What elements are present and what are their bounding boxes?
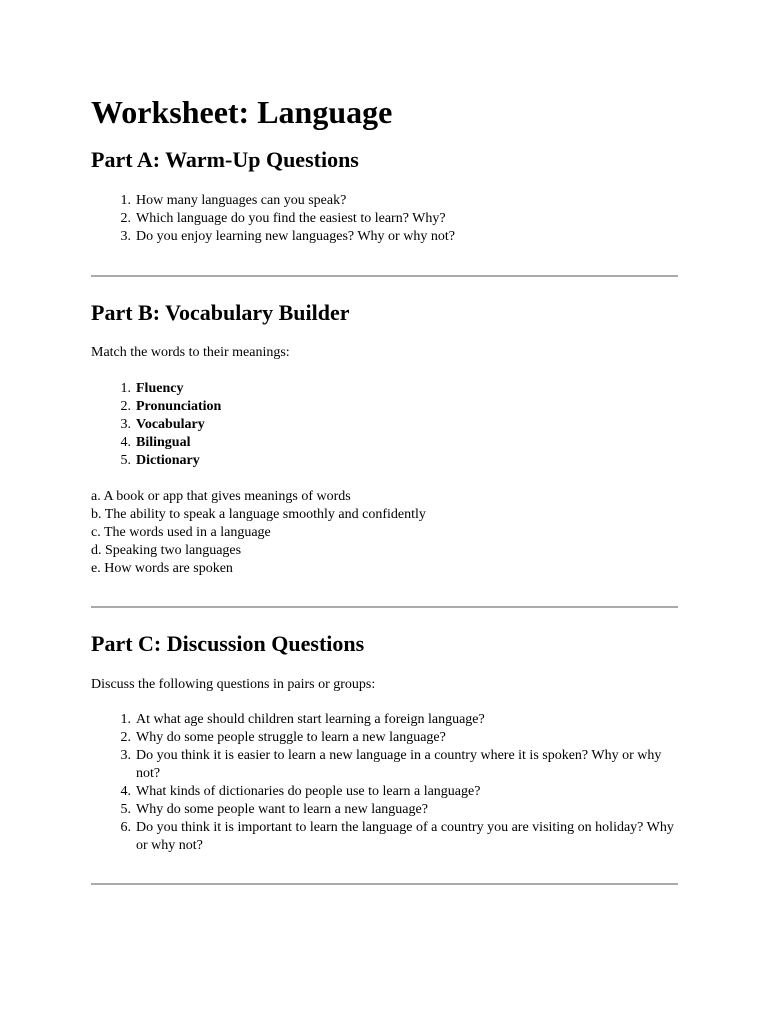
meaning-item: c. The words used in a language [91, 525, 271, 540]
meaning-item: d. Speaking two languages [91, 543, 242, 558]
discussion-question-list [91, 711, 678, 855]
section-divider [91, 275, 678, 277]
list-item: 3. Do you think it is easier to learn a new language in a country where it is spoken? Why or why not? [120, 748, 662, 781]
list-item: 1. How many languages can you speak? [120, 193, 347, 208]
list-item: 5. Dictionary [120, 453, 200, 468]
list-item: 4. Bilingual [120, 435, 191, 450]
list-item: 4. What kinds of dictionaries do people use to learn a language? [120, 784, 481, 799]
part-b-instruction: Match the words to their meanings: [91, 345, 290, 360]
section-divider [91, 883, 678, 885]
list-item: 6. Do you think it is important to learn the language of a country you are visiting on holiday? Why or why not? [120, 820, 674, 853]
part-b-heading: Part B: Vocabulary Builder [91, 300, 350, 325]
part-c-instruction: Discuss the following questions in pairs or groups: [91, 677, 376, 692]
part-c-heading: Part C: Discussion Questions [91, 631, 365, 656]
list-item: 3. Do you enjoy learning new languages? Why or why not? [120, 229, 455, 244]
section-divider [91, 606, 678, 608]
meaning-item: b. The ability to speak a language smoothly and confidently [91, 507, 426, 522]
part-a-question-list [91, 192, 678, 246]
meaning-item: a. A book or app that gives meanings of words [91, 489, 351, 504]
vocabulary-word-list [91, 380, 678, 470]
list-item: 2. Which language do you find the easiest to learn? Why? [120, 211, 446, 226]
list-item: 2. Why do some people struggle to learn a new language? [120, 730, 446, 745]
list-item: 2. Pronunciation [120, 399, 222, 414]
part-a-heading: Part A: Warm-Up Questions [91, 147, 359, 172]
list-item: 3. Vocabulary [120, 417, 205, 432]
list-item: 5. Why do some people want to learn a new language? [120, 802, 428, 817]
list-item: 1. Fluency [120, 381, 184, 396]
meanings-list [91, 488, 426, 578]
list-item: 1. At what age should children start learning a foreign language? [120, 712, 485, 727]
page-title: Worksheet: Language [91, 94, 393, 130]
meaning-item: e. How words are spoken [91, 561, 233, 576]
